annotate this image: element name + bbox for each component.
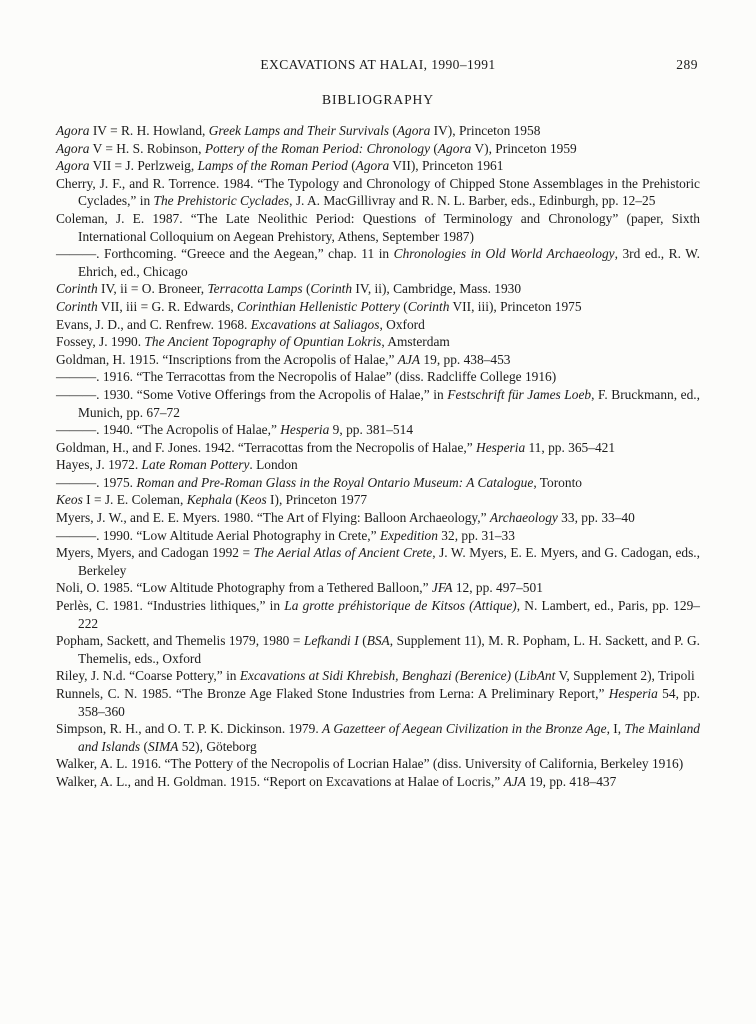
bib-entry: Hayes, J. 1972. Late Roman Pottery. London <box>56 457 298 473</box>
bib-entry: Perlès, C. 1981. “Industries lithiques,” in La grotte préhistorique de Kitsos (Attique), N. Lambert, ed., Paris, pp. 129–222 <box>56 598 700 631</box>
bib-entry: Evans, J. D., and C. Renfrew. 1968. Excavations at Saliagos, Oxford <box>56 316 425 332</box>
bib-entry: Myers, Myers, and Cadogan 1992 = The Aerial Atlas of Ancient Crete, J. W. Myers, E. E. Myers, and G. Cadogan, eds., Berkeley <box>56 545 700 578</box>
bib-entry: Riley, J. N.d. “Coarse Pottery,” in Excavations at Sidi Khrebish, Benghazi (Berenice) (LibAnt V, Supplement 2), Tripoli <box>56 668 695 684</box>
bib-entry: Agora V = H. S. Robinson, Pottery of the Roman Period: Chronology (Agora V), Princeton 1959 <box>56 140 577 156</box>
page-number: 289 <box>676 57 698 72</box>
bib-entry: Noli, O. 1985. “Low Altitude Photography from a Tethered Balloon,” JFA 12, pp. 497–501 <box>56 580 543 596</box>
bib-entry: Popham, Sackett, and Themelis 1979, 1980 = Lefkandi I (BSA, Supplement 11), M. R. Popham, L. H. Sackett, and P. G. Themelis, eds., Oxford <box>56 633 701 666</box>
bibliography-list <box>56 122 700 791</box>
bib-entry: Goldman, H. 1915. “Inscriptions from the Acropolis of Halae,” AJA 19, pp. 438–453 <box>56 351 511 367</box>
bib-entry: ———. Forthcoming. “Greece and the Aegean,” chap. 11 in Chronologies in Old World Archaeology, 3rd ed., R. W. Ehrich, ed., Chicago <box>56 246 700 279</box>
bib-entry: ———. 1930. “Some Votive Offerings from the Acropolis of Halae,” in Festschrift für James Loeb, F. Bruckmann, ed., Munich, pp. 67–72 <box>56 386 700 420</box>
bib-entry: Goldman, H., and F. Jones. 1942. “Terracottas from the Necropolis of Halae,” Hesperia 11, pp. 365–421 <box>56 439 616 455</box>
section-title: BIBLIOGRAPHY <box>321 92 434 107</box>
bib-entry: ———. 1940. “The Acropolis of Halae,” Hesperia 9, pp. 381–514 <box>56 422 414 438</box>
bib-entry: Walker, A. L. 1916. “The Pottery of the Necropolis of Locrian Halae” (diss. University of California, Berkeley 1916) <box>56 756 684 772</box>
running-head: EXCAVATIONS AT HALAI, 1990–1991 <box>260 57 496 72</box>
bib-entry: Simpson, R. H., and O. T. P. K. Dickinson. 1979. A Gazetteer of Aegean Civilization in the Bronze Age, I, The Mainland and Islands (SIMA 52), Göteborg <box>56 721 700 754</box>
bib-entry: Myers, J. W., and E. E. Myers. 1980. “The Art of Flying: Balloon Archaeology,” Archaeology 33, pp. 33–40 <box>56 510 635 526</box>
bib-entry: Runnels, C. N. 1985. “The Bronze Age Flaked Stone Industries from Lerna: A Preliminary Report,” Hesperia 54, pp. 358–360 <box>56 686 700 719</box>
bib-entry: ———. 1916. “The Terracottas from the Necropolis of Halae” (diss. Radcliffe College 1916) <box>56 369 557 385</box>
bib-entry: ———. 1990. “Low Altitude Aerial Photography in Crete,” Expedition 32, pp. 31–33 <box>56 527 515 543</box>
bib-entry: Coleman, J. E. 1987. “The Late Neolithic Period: Questions of Terminology and Chronology” (paper, Sixth International Colloquium on Aegean Prehistory, Athens, September 1987) <box>56 210 700 244</box>
bib-entry: Cherry, J. F., and R. Torrence. 1984. “The Typology and Chronology of Chipped Stone Assemblages in the Prehistoric Cyclades,” in The Prehistoric Cyclades, J. A. MacGillivray and R. N. L. Barber, eds., Edinburgh, pp. 12–25 <box>56 175 700 209</box>
bib-entry: Agora VII = J. Perlzweig, Lamps of the Roman Period (Agora VII), Princeton 1961 <box>56 158 504 174</box>
bib-entry: Walker, A. L., and H. Goldman. 1915. “Report on Excavations at Halae of Locris,” AJA 19, pp. 418–437 <box>56 773 617 789</box>
bib-entry: Corinth IV, ii = O. Broneer, Terracotta Lamps (Corinth IV, ii), Cambridge, Mass. 1930 <box>56 281 522 297</box>
page-header <box>56 56 700 74</box>
bib-entry: Agora IV = R. H. Howland, Greek Lamps and Their Survivals (Agora IV), Princeton 1958 <box>56 123 541 138</box>
bib-entry: ———. 1975. Roman and Pre-Roman Glass in the Royal Ontario Museum: A Catalogue, Toronto <box>56 474 582 490</box>
bib-entry: Corinth VII, iii = G. R. Edwards, Corinthian Hellenistic Pottery (Corinth VII, iii), Princeton 1975 <box>56 298 582 314</box>
bib-entry: Fossey, J. 1990. The Ancient Topography of Opuntian Lokris, Amsterdam <box>56 334 450 350</box>
bib-entry: Keos I = J. E. Coleman, Kephala (Keos I), Princeton 1977 <box>56 492 368 508</box>
